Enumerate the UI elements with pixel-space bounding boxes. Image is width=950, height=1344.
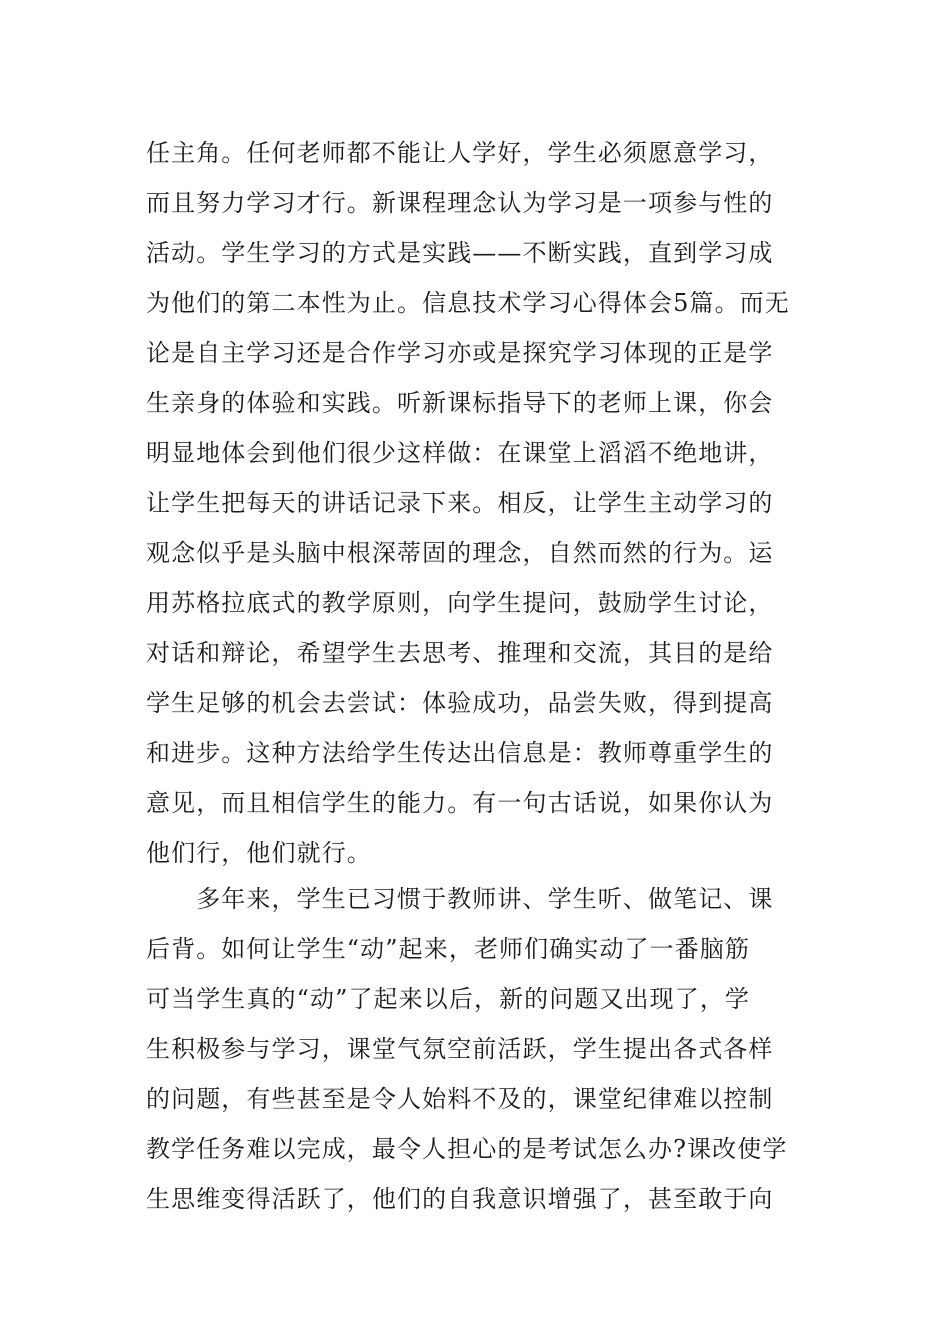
text-line: 论是自主学习还是合作学习亦或是探究学习体现的正是学 [146,339,774,367]
text-line: 后背。如何让学生“动”起来，老师们确实动了一番脑筋 [146,935,751,963]
text-line: 对话和辩论，希望学生去思考、推理和交流，其目的是给 [146,639,774,667]
text-line: 生思维变得活跃了，他们的自我意识增强了，甚至敢于向 [146,1185,774,1213]
text-line: 多年来，学生已习惯于教师讲、学生听、做笔记、课 [146,885,774,913]
paragraph-2 [146,874,816,1224]
text-line: 活动。学生学习的方式是实践——不断实践，直到学习成 [146,239,774,267]
text-line: 用苏格拉底式的教学原则，向学生提问，鼓励学生讨论， [146,589,774,617]
text-line: 教学任务难以完成，最令人担心的是考试怎么办?课改使学 [146,1135,788,1163]
text-line: 观念似乎是头脑中根深蒂固的理念，自然而然的行为。运 [146,539,774,567]
text-line: 的问题，有些甚至是令人始料不及的，课堂纪律难以控制 [146,1085,774,1113]
text-line: 和进步。这种方法给学生传达出信息是：教师尊重学生的 [146,739,774,767]
text-line: 意见，而且相信学生的能力。有一句古话说，如果你认为 [146,789,774,817]
text-line: 可当学生真的“动”了起来以后，新的问题又出现了，学 [146,985,751,1013]
text-line: 生积极参与学习，课堂气氛空前活跃，学生提出各式各样 [146,1035,774,1063]
text-line: 而且努力学习才行。新课程理念认为学习是一项参与性的 [146,189,774,217]
text-line: 他们行，他们就行。 [146,839,372,867]
text-line: 学生足够的机会去尝试：体验成功，品尝失败，得到提高 [146,689,774,717]
paragraph-1 [146,128,816,878]
text-line: 生亲身的体验和实践。听新课标指导下的老师上课，你会 [146,389,774,417]
text-line: 让学生把每天的讲话记录下来。相反，让学生主动学习的 [146,489,774,517]
text-line: 任主角。任何老师都不能让人学好，学生必须愿意学习， [146,139,774,167]
text-line: 为他们的第二本性为止。信息技术学习心得体会5篇。而无 [146,289,790,317]
text-line: 明显地体会到他们很少这样做：在课堂上滔滔不绝地讲， [146,439,774,467]
